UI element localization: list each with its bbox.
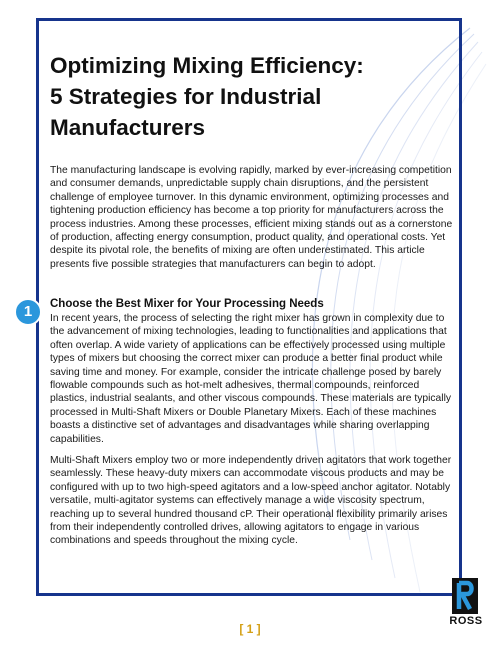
- title-line: 5 Strategies for Industrial: [50, 84, 322, 109]
- ross-logo-icon: [452, 578, 478, 614]
- intro-paragraph: The manufacturing landscape is evolving rapidly, marked by ever-increasing competition and consumer demands, unpredictable supply chain disruptions, and the persistent challenge of employee turnover. In this dynamic environment, optimizing processes and tightening production efficiency has become a top priority for manufacturers across the process industries. Among these processes, efficient mixing stands out as a cornerstone of production, affecting energy consumption, product quality, and operational costs. Yet despite its pivotal role, the benefits of mixing are often underestimated. This article presents five possible strategies that manufacturers can begin to adopt.: [50, 165, 453, 270]
- section-number-badge: 1: [14, 298, 42, 326]
- title-line: Manufacturers: [50, 115, 206, 140]
- title-line: Optimizing Mixing Efficiency:: [50, 53, 364, 78]
- section-paragraph: Multi-Shaft Mixers employ two or more independently driven agitators that work together seamlessly. These heavy-duty mixers can accommodate viscous products and may be configured with up to two high-speed agitators and a low-speed anchor agitator. Notably versatile, multi-agitator systems can effectively manage a wide viscosity spectrum, reaching up to several hundred thousand cP. Their operational flexibility primarily arises from their independently controlled drives, allowing agitators to engage in various combinations and speeds throughout the mixing cycle.: [50, 455, 452, 547]
- logo-text: ROSS: [449, 615, 483, 627]
- section-paragraph: In recent years, the process of selecting the right mixer has grown in complexity due to the advancement of mixing technologies, leading to functionalities and applications that often overlap. A wide variety of applications can be effectively processed using multiple types of mixers but choosing the correct mixer can produce a better final product while saving time and money. For example, consider the intricate challenge posed by barely flowable compounds such as hot-melt adhesives, thermal compounds, reinforced plastics, industrial sealants, and other viscous compounds. These materials are typically processed in Multi-Shaft Mixers or Double Planetary Mixers. Each of these machines boasts a distinctive set of advantages and disadvantages while sharing overlapping capabilities.: [50, 313, 452, 445]
- section-heading: Choose the Best Mixer for Your Processing Needs: [50, 298, 324, 310]
- page-number: [ 1 ]: [239, 622, 261, 636]
- page-title: [50, 50, 430, 143]
